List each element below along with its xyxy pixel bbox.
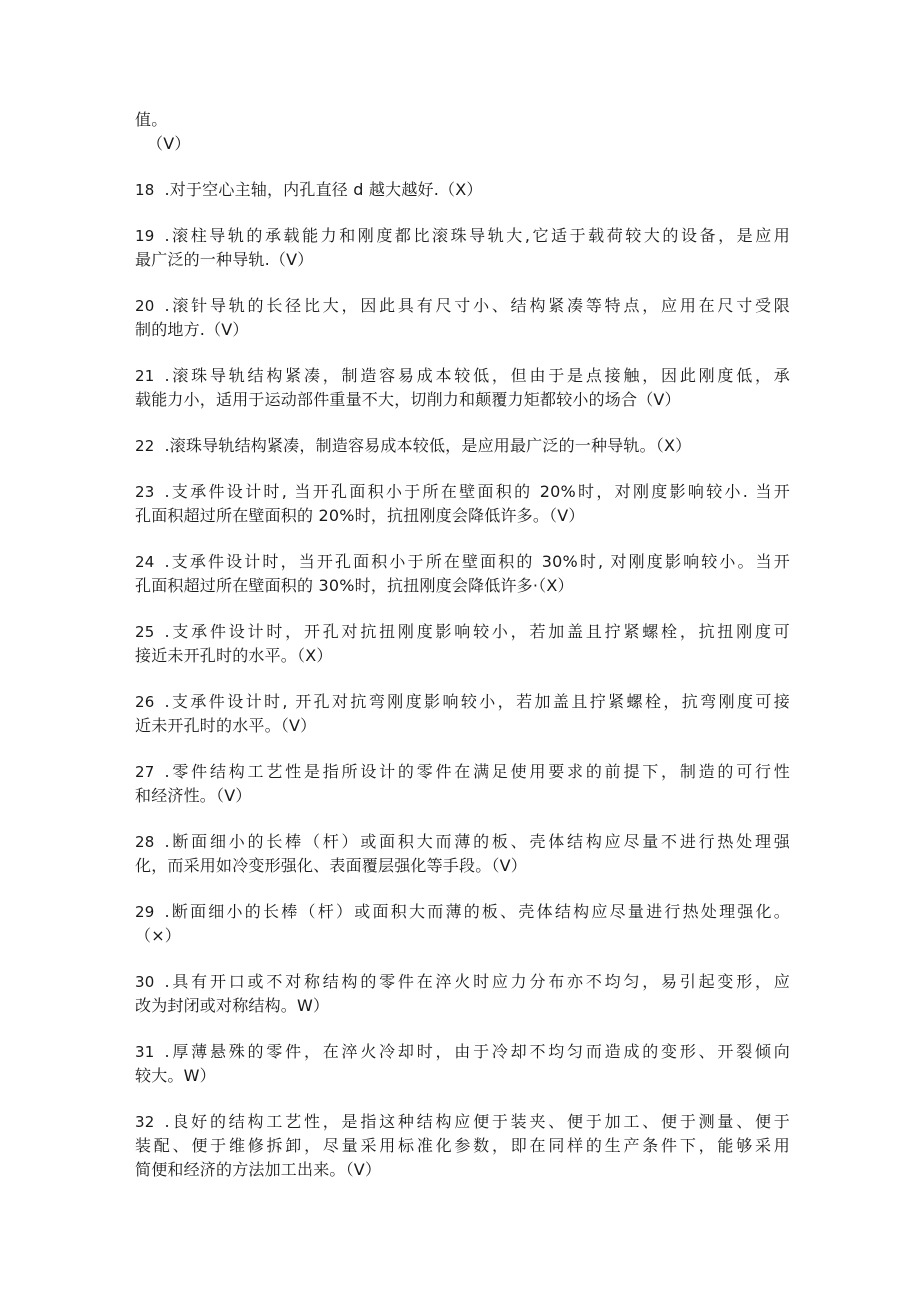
question-text-line — [135, 1110, 790, 1134]
question-text-line — [135, 248, 790, 272]
question-number: 21 — [135, 367, 155, 385]
question-text: .支承件设计时，开孔对抗扭刚度影响较小，若加盖且拧紧螺栓，抗扭刚度可 — [164, 622, 790, 641]
question-item — [135, 900, 790, 948]
question-text: 孔面积超过所在壁面积的 20%时，抗扭刚度会降低许多。（V） — [135, 506, 585, 525]
question-text-line — [135, 830, 790, 854]
question-text: 简便和经济的方法加工出来。（V） — [135, 1160, 382, 1179]
question-text: 接近未开孔时的水平。（X） — [135, 646, 333, 665]
question-text: .滚柱导轨的承载能力和刚度都比滚珠导轨大,它适于载荷较大的设备，是应用 — [164, 226, 790, 245]
question-item — [135, 434, 790, 458]
question-text: 改为封闭或对称结构。W） — [135, 996, 330, 1015]
question-text: .支承件设计时，当开孔面积小于所在壁面积的 30%时, 对刚度影响较小。当开 — [164, 552, 790, 571]
question-number: 32 — [135, 1113, 155, 1131]
question-text-line — [135, 760, 790, 784]
question-item — [135, 1110, 790, 1182]
question-number: 30 — [135, 973, 155, 991]
question-text-line — [135, 970, 790, 994]
question-number: 27 — [135, 763, 155, 781]
question-text-line — [135, 480, 790, 504]
question-text: .厚薄悬殊的零件，在淬火冷却时，由于冷却不均匀而造成的变形、开裂倾向 — [164, 1042, 790, 1061]
question-text: 和经济性。（V） — [135, 786, 252, 805]
question-text: 孔面积超过所在壁面积的 30%时，抗扭刚度会降低许多·（X） — [135, 576, 574, 595]
question-number: 23 — [135, 483, 155, 501]
question-text: .零件结构工艺性是指所设计的零件在满足使用要求的前提下，制造的可行性 — [164, 762, 790, 781]
continuation-answer-mark: （V） — [147, 134, 191, 153]
question-item — [135, 364, 790, 412]
question-list — [135, 178, 790, 1182]
question-text: 最广泛的一种导轨.（V） — [135, 250, 314, 269]
question-text: 较大。W） — [135, 1066, 216, 1085]
question-item — [135, 620, 790, 668]
question-item — [135, 690, 790, 738]
question-text-line — [135, 364, 790, 388]
question-text-line — [135, 1158, 790, 1182]
question-number: 28 — [135, 833, 155, 851]
question-number: 31 — [135, 1043, 155, 1061]
question-text: 制的地方.（V） — [135, 320, 249, 339]
continuation-text: 值。 — [135, 110, 168, 129]
question-number: 19 — [135, 227, 155, 245]
question-number: 20 — [135, 297, 155, 315]
question-text-line — [135, 994, 790, 1018]
question-text-line — [135, 1040, 790, 1064]
question-text-line — [135, 620, 790, 644]
question-item — [135, 224, 790, 272]
question-text-line — [135, 318, 790, 342]
question-item — [135, 760, 790, 808]
question-text: .良好的结构工艺性，是指这种结构应便于装夹、便于加工、便于测量、便于 — [164, 1112, 790, 1131]
question-text-line — [135, 924, 790, 948]
question-item — [135, 550, 790, 598]
question-text: 化，而采用如冷变形强化、表面覆层强化等手段。（V） — [135, 856, 527, 875]
question-item — [135, 830, 790, 878]
question-text-line — [135, 714, 790, 738]
question-text-line — [135, 784, 790, 808]
question-text-line — [135, 178, 790, 202]
question-text: .支承件设计时, 当开孔面积小于所在壁面积的 20%时，对刚度影响较小. 当开 — [164, 482, 790, 501]
question-text-line — [135, 574, 790, 598]
question-text: .滚针导轨的长径比大，因此具有尺寸小、结构紧凑等特点，应用在尺寸受限 — [164, 296, 790, 315]
question-item — [135, 178, 790, 202]
question-text-line — [135, 854, 790, 878]
question-text-line — [135, 1064, 790, 1088]
question-text: .对于空心主轴，内孔直径 d 越大越好.（X） — [164, 180, 483, 199]
question-text-line — [135, 644, 790, 668]
question-text-line — [135, 224, 790, 248]
question-text: .滚珠导轨结构紧凑，制造容易成本较低，但由于是点接触，因此刚度低，承 — [164, 366, 790, 385]
question-number: 25 — [135, 623, 155, 641]
question-text-line — [135, 1134, 790, 1158]
question-text: .断面细小的长棒（杆）或面积大而薄的板、壳体结构应尽量不进行热处理强 — [164, 832, 790, 851]
question-text: .支承件设计时, 开孔对抗弯刚度影响较小，若加盖且拧紧螺栓，抗弯刚度可接 — [164, 692, 790, 711]
question-number: 26 — [135, 693, 155, 711]
question-item — [135, 970, 790, 1018]
question-item — [135, 294, 790, 342]
question-text-line — [135, 388, 790, 412]
question-text-line — [135, 900, 790, 924]
question-text: 载能力小，适用于运动部件重量不大，切削力和颠覆力矩都较小的场合（V） — [135, 390, 681, 409]
question-number: 18 — [135, 181, 155, 199]
question-item — [135, 1040, 790, 1088]
question-number: 29 — [135, 903, 155, 921]
document-body — [135, 108, 790, 1204]
question-text-line — [135, 550, 790, 574]
question-text: .滚珠导轨结构紧凑，制造容易成本较低，是应用最广泛的一种导轨。（X） — [164, 436, 692, 455]
question-text: .断面细小的长棒（杆）或面积大而薄的板、壳体结构应尽量进行热处理强化。 — [164, 902, 790, 921]
question-item — [135, 480, 790, 528]
question-text: .具有开口或不对称结构的零件在淬火时应力分布亦不均匀，易引起变形，应 — [164, 972, 790, 991]
question-text-line — [135, 690, 790, 714]
question-text-line — [135, 504, 790, 528]
question-number: 24 — [135, 553, 155, 571]
question-number: 22 — [135, 437, 155, 455]
question-text: 装配、便于维修拆卸，尽量采用标准化参数，即在同样的生产条件下，能够采用 — [135, 1136, 790, 1155]
question-text-line — [135, 294, 790, 318]
question-text-line — [135, 434, 790, 458]
question-text: （×） — [135, 926, 182, 945]
question-text: 近未开孔时的水平。（V） — [135, 716, 317, 735]
